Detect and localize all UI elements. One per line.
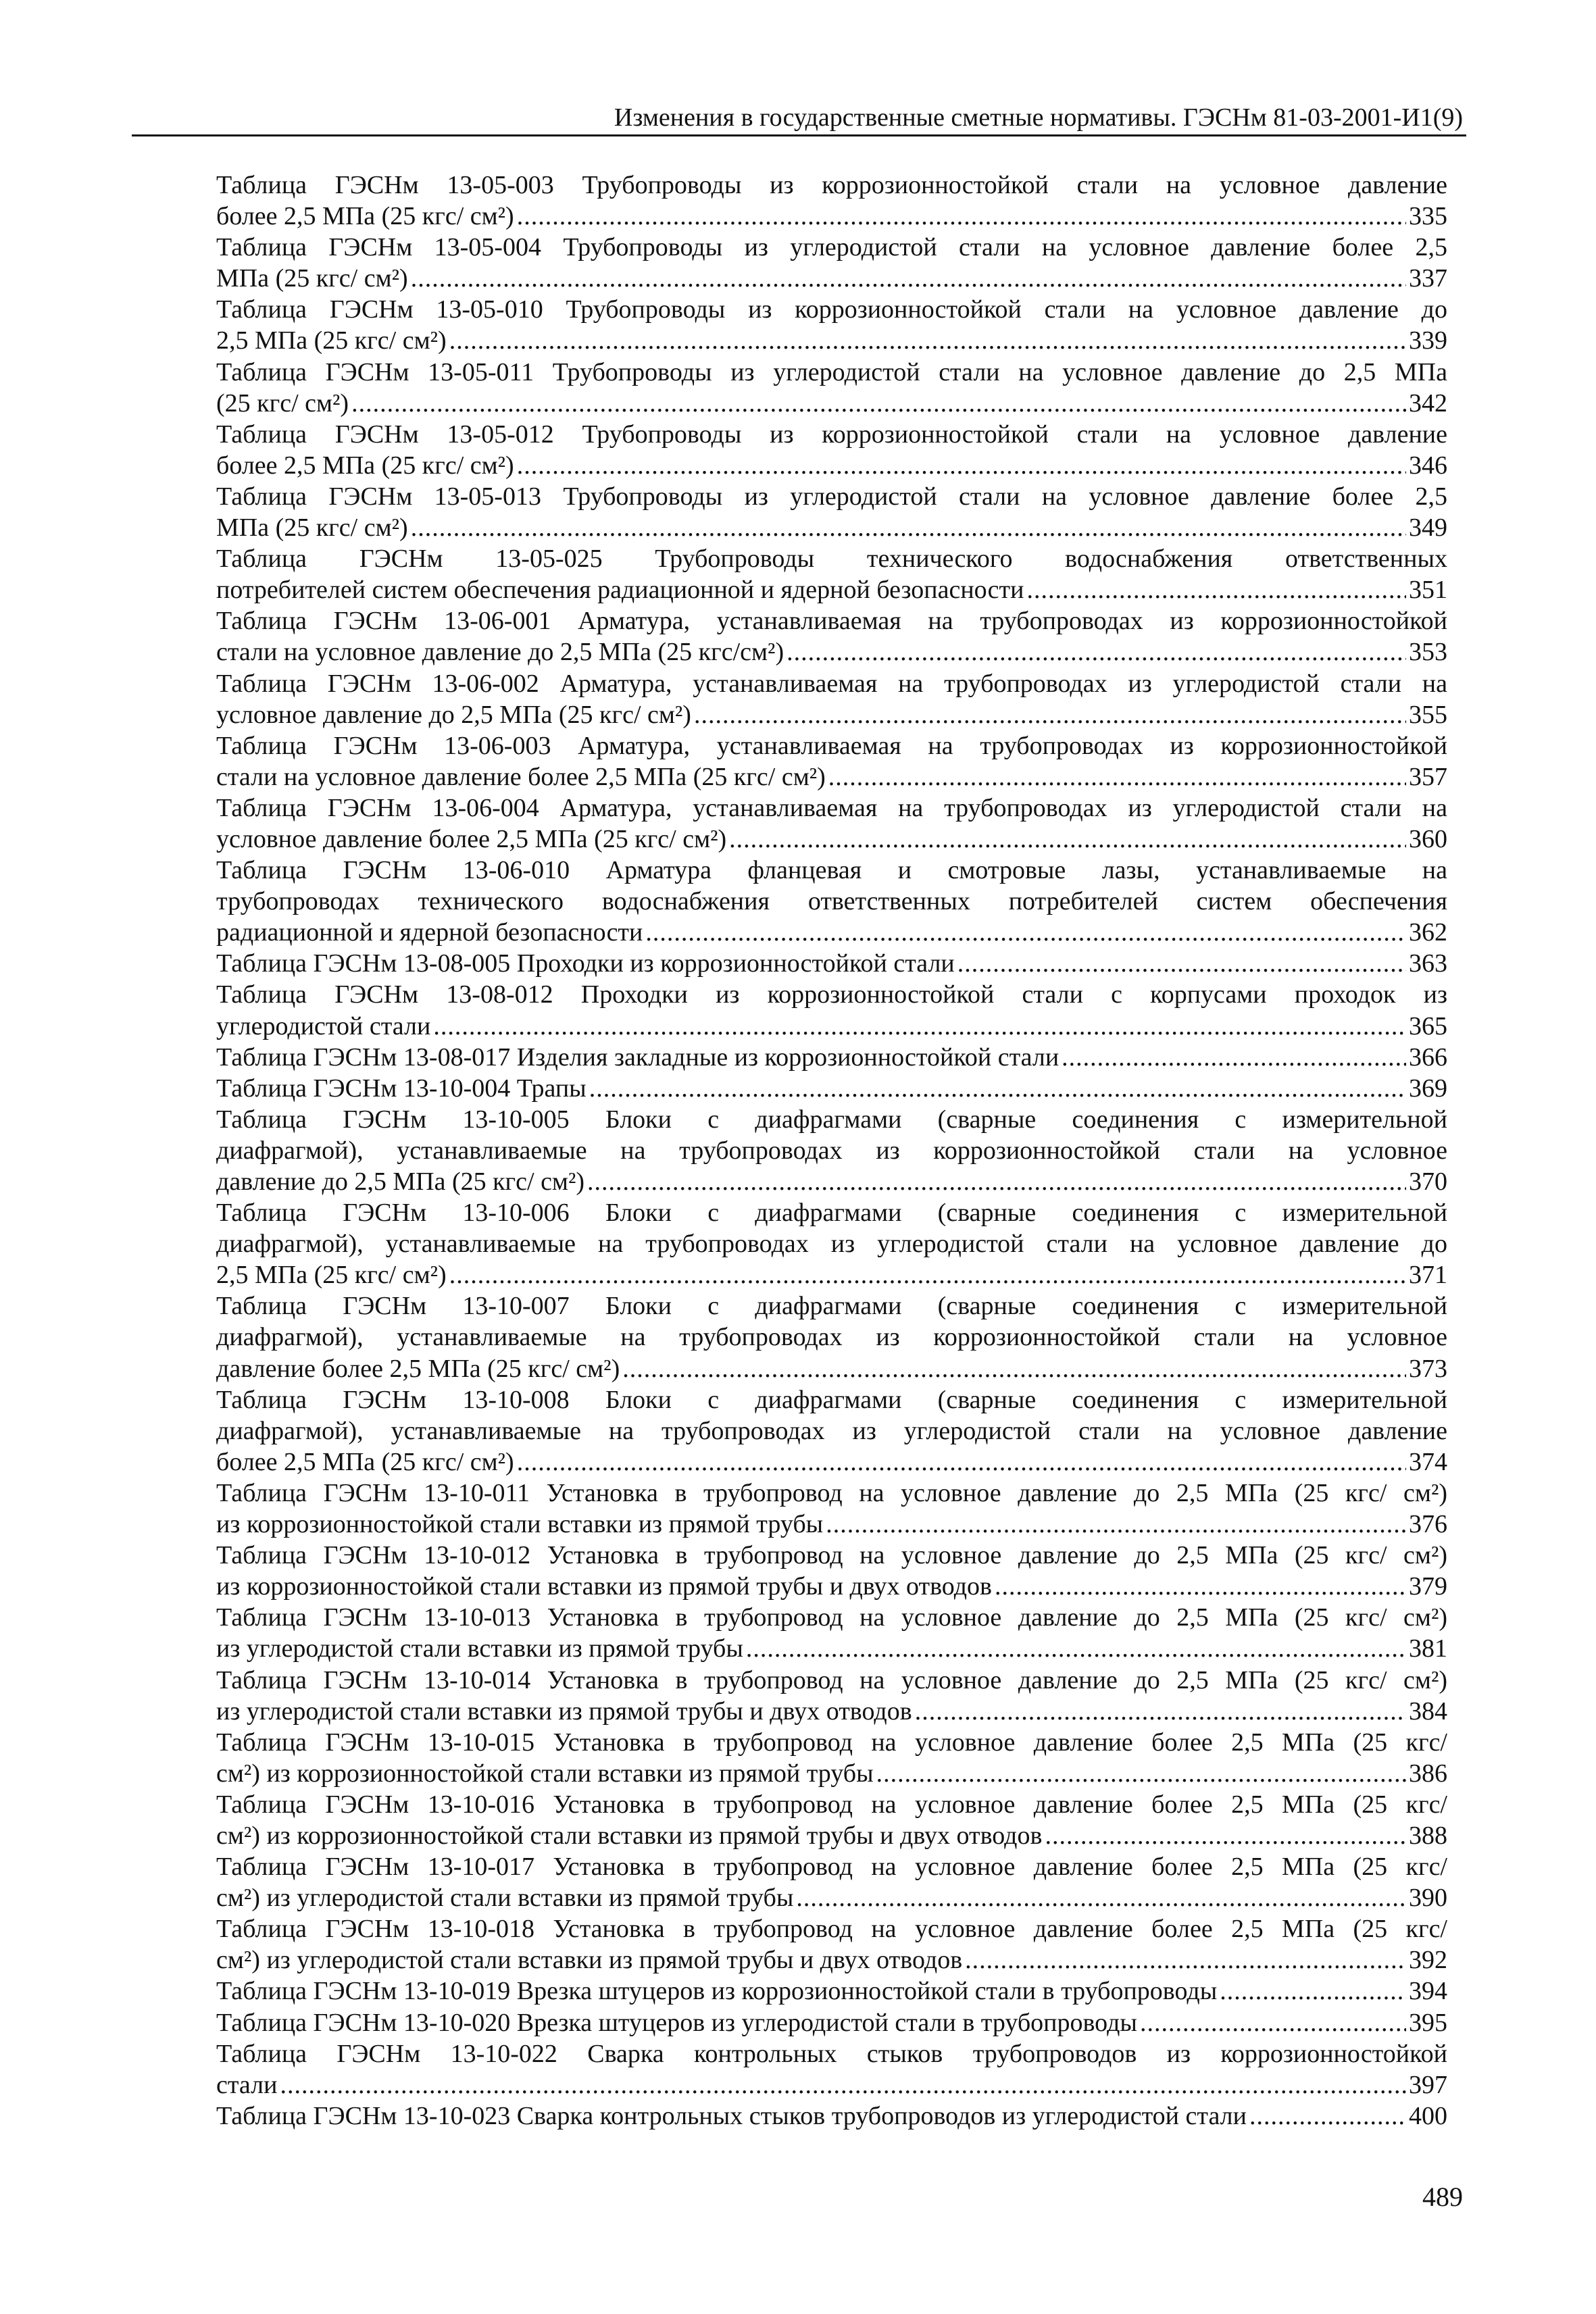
toc-entry-page: 395	[1409, 2008, 1447, 2037]
toc-entry-title-line: Таблица ГЭСНм 13-06-003 Арматура, устанавливаемая на трубопроводах из коррозионностойкой	[216, 731, 1447, 760]
toc-entry-last-line	[216, 388, 1447, 419]
toc-entry-page: 360	[1409, 824, 1447, 853]
toc-entry[interactable]	[216, 1913, 1447, 1976]
toc-entry[interactable]	[216, 294, 1447, 356]
toc-entry-title-line: потребителей систем обеспечения радиационной и ядерной безопасности	[216, 576, 1024, 605]
leader-dots	[280, 2069, 1406, 2101]
leader-dots	[1026, 574, 1406, 605]
toc-entry-title-line: радиационной и ядерной безопасности	[216, 918, 643, 947]
toc-entry-page: 374	[1409, 1447, 1447, 1476]
running-header: Изменения в государственные сметные нормативы. ГЭСНм 81-03-2001-И1(9)	[614, 103, 1463, 132]
toc-entry[interactable]	[216, 2101, 1447, 2132]
toc-entry-page: 349	[1409, 513, 1447, 543]
toc-entry[interactable]	[216, 1851, 1447, 1913]
toc-entry-page: 371	[1409, 1261, 1447, 1290]
toc-entry-page: 394	[1409, 1977, 1447, 2006]
toc-entry-page: 370	[1409, 1167, 1447, 1196]
toc-entry-title-line: из коррозионностойкой стали вставки из прямой трубы	[216, 1510, 824, 1539]
toc-entry-last-line	[216, 1571, 1447, 1602]
leader-dots	[433, 1011, 1406, 1042]
leader-dots	[1249, 2101, 1406, 2132]
toc-entry-title-line: давление более 2,5 МПа (25 кгс/ см²)	[216, 1354, 620, 1383]
toc-entry-title-line: трубопроводах технического водоснабжения ответственных потребителей систем обеспечения	[216, 887, 1447, 916]
toc-entry-title-line: Таблица ГЭСНм 13-05-012 Трубопроводы из коррозионностойкой стали на условное давление	[216, 420, 1447, 449]
toc-entry-page: 351	[1409, 576, 1447, 605]
toc-entry-last-line	[216, 1696, 1447, 1727]
leader-dots	[645, 917, 1406, 948]
toc-entry[interactable]	[216, 1042, 1447, 1073]
toc-entry-page: 390	[1409, 1884, 1447, 1913]
toc-entry-title-line: Таблица ГЭСНм 13-10-007 Блоки с диафрагмами (сварные соединения с измерительной	[216, 1292, 1447, 1321]
leader-dots	[589, 1073, 1406, 1104]
toc-entry[interactable]	[216, 232, 1447, 294]
toc-entry[interactable]	[216, 1665, 1447, 1727]
toc-entry-title-line: см²) из коррозионностойкой стали вставки из прямой трубы	[216, 1759, 874, 1788]
toc-entry-title-line: см²) из углеродистой стали вставки из прямой трубы и двух отводов	[216, 1946, 963, 1975]
toc-entry-title-line: Таблица ГЭСНм 13-10-008 Блоки с диафрагмами (сварные соединения с измерительной	[216, 1385, 1447, 1414]
toc-entry-title-line: стали	[216, 2070, 278, 2099]
toc-entry-title-line: Таблица ГЭСНм 13-10-020 Врезка штуцеров из углеродистой стали в трубопроводы	[216, 2008, 1137, 2037]
toc-entry[interactable]	[216, 1104, 1447, 1197]
toc-entry-last-line	[216, 761, 1447, 793]
toc-entry-last-line	[216, 325, 1447, 356]
toc-entry[interactable]	[216, 357, 1447, 419]
toc-entry-page: 400	[1409, 2101, 1447, 2130]
leader-dots	[787, 636, 1406, 668]
toc-entry-title-line: Таблица ГЭСНм 13-10-011 Установка в трубопровод на условное давление до 2,5 МПа (25 кгс/ см²)	[216, 1478, 1447, 1507]
toc-entry[interactable]	[216, 1540, 1447, 1602]
toc-entry[interactable]	[216, 1197, 1447, 1290]
leader-dots	[1062, 1042, 1406, 1073]
toc-entry-page: 369	[1409, 1074, 1447, 1103]
toc-entry[interactable]	[216, 1789, 1447, 1851]
page-number: 489	[1422, 2182, 1463, 2212]
toc-entry-page: 337	[1409, 264, 1447, 293]
toc-entry[interactable]	[216, 1073, 1447, 1104]
leader-dots	[449, 1259, 1406, 1290]
toc-entry-last-line	[216, 824, 1447, 855]
leader-dots	[517, 1447, 1406, 1478]
leader-dots	[965, 1944, 1406, 1976]
leader-dots	[351, 388, 1406, 419]
toc-entry-last-line	[216, 1259, 1447, 1290]
leader-dots	[1045, 1820, 1406, 1851]
toc-entry-title-line: Таблица ГЭСНм 13-05-003 Трубопроводы из коррозионностойкой стали на условное давление	[216, 171, 1447, 199]
toc-entry-title-line: углеродистой стали	[216, 1011, 431, 1040]
toc-entry-title-line: диафрагмой), устанавливаемые на трубопроводах из углеродистой стали на условное давление	[216, 1416, 1447, 1445]
toc-entry-title-line: Таблица ГЭСНм 13-05-004 Трубопроводы из углеродистой стали на условное давление более 2,5	[216, 233, 1447, 262]
toc-entry-title-line: Таблица ГЭСНм 13-10-012 Установка в трубопровод на условное давление до 2,5 МПа (25 кгс/ см²)	[216, 1541, 1447, 1570]
toc-entry-page: 363	[1409, 949, 1447, 978]
toc-entry-page: 342	[1409, 388, 1447, 418]
leader-dots	[746, 1633, 1406, 1664]
toc-entry-last-line	[216, 2069, 1447, 2101]
toc-entry-title-line: см²) из углеродистой стали вставки из прямой трубы	[216, 1884, 794, 1913]
toc-entry-title-line: диафрагмой), устанавливаемые на трубопроводах из углеродистой стали на условное давление до	[216, 1230, 1447, 1259]
toc-entry-last-line	[216, 1353, 1447, 1384]
toc-entry-page: 362	[1409, 918, 1447, 947]
toc-entry[interactable]	[216, 1727, 1447, 1789]
toc-entry[interactable]	[216, 668, 1447, 730]
toc-entry-title-line: диафрагмой), устанавливаемые на трубопроводах из коррозионностойкой стали на условное	[216, 1323, 1447, 1352]
toc-entry-last-line	[216, 1882, 1447, 1913]
toc-entry-title-line: Таблица ГЭСНм 13-05-010 Трубопроводы из коррозионностойкой стали на условное давление до	[216, 295, 1447, 324]
leader-dots	[1220, 1976, 1406, 2007]
leader-dots	[411, 263, 1406, 294]
toc-entry[interactable]	[216, 1290, 1447, 1384]
toc-entry-title-line: МПа (25 кгс/ см²)	[216, 264, 408, 293]
toc-entry-page: 386	[1409, 1759, 1447, 1788]
toc-entry-page: 392	[1409, 1946, 1447, 1975]
toc-entry-page: 397	[1409, 2070, 1447, 2099]
toc-entry-title-line: Таблица ГЭСНм 13-10-004 Трапы	[216, 1074, 587, 1103]
toc-entry-title-line: из углеродистой стали вставки из прямой трубы и двух отводов	[216, 1696, 912, 1726]
toc-entry-last-line	[216, 1820, 1447, 1851]
toc-entry-last-line	[216, 1944, 1447, 1976]
toc-entry-page: 335	[1409, 202, 1447, 231]
toc-entry-page: 384	[1409, 1696, 1447, 1726]
toc-entry[interactable]	[216, 979, 1447, 1041]
toc-entry-last-line	[216, 450, 1447, 481]
toc-entry-last-line	[216, 1509, 1447, 1540]
toc-entry[interactable]	[216, 1384, 1447, 1478]
toc-entry[interactable]	[216, 1478, 1447, 1540]
toc-entry-last-line	[216, 201, 1447, 232]
toc-entry-title-line: Таблица ГЭСНм 13-08-017 Изделия закладные из коррозионностойкой стали	[216, 1042, 1059, 1072]
toc-entry-title-line: диафрагмой), устанавливаемые на трубопроводах из коррозионностойкой стали на условное	[216, 1136, 1447, 1165]
toc-entry-title-line: МПа (25 кгс/ см²)	[216, 513, 408, 543]
toc-entry-title-line: Таблица ГЭСНм 13-10-016 Установка в трубопровод на условное давление более 2,5 МПа (25 кгс/	[216, 1790, 1447, 1819]
toc-entry-page: 376	[1409, 1510, 1447, 1539]
toc-entry-title-line: см²) из коррозионностойкой стали вставки из прямой трубы и двух отводов	[216, 1821, 1043, 1850]
toc-entry-title-line: Таблица ГЭСНм 13-10-019 Врезка штуцеров из коррозионностойкой стали в трубопроводы	[216, 1977, 1218, 2006]
leader-dots	[449, 325, 1406, 356]
toc-entry-last-line	[216, 2101, 1447, 2132]
leader-dots	[876, 1758, 1406, 1789]
toc-entry-title-line: Таблица ГЭСНм 13-10-017 Установка в трубопровод на условное давление более 2,5 МПа (25 кгс/	[216, 1853, 1447, 1882]
toc-entry-last-line	[216, 1011, 1447, 1042]
toc-entry-title-line: Таблица ГЭСНм 13-10-013 Установка в трубопровод на условное давление до 2,5 МПа (25 кгс/ см²)	[216, 1603, 1447, 1632]
toc-entry-title-line: Таблица ГЭСНм 13-05-025 Трубопроводы технического водоснабжения ответственных	[216, 545, 1447, 574]
toc-entry-title-line: Таблица ГЭСНм 13-06-001 Арматура, устанавливаемая на трубопроводах из коррозионностойкой	[216, 607, 1447, 636]
toc-entry[interactable]	[216, 605, 1447, 668]
toc-entry-title-line: более 2,5 МПа (25 кгс/ см²)	[216, 451, 514, 480]
toc-entry-title-line: Таблица ГЭСНм 13-06-002 Арматура, устанавливаемая на трубопроводах из углеродистой стали на	[216, 669, 1447, 698]
toc-entry-page: 366	[1409, 1042, 1447, 1072]
toc-entry-page: 388	[1409, 1821, 1447, 1850]
toc-entry-title-line: Таблица ГЭСНм 13-06-010 Арматура фланцевая и смотровые лазы, устанавливаемые на	[216, 856, 1447, 885]
toc-entry-title-line: стали на условное давление более 2,5 МПа (25 кгс/ см²)	[216, 762, 826, 791]
toc-entry-last-line	[216, 512, 1447, 543]
leader-dots	[995, 1571, 1406, 1602]
toc-entry-last-line	[216, 948, 1447, 979]
toc-entry-title-line: более 2,5 МПа (25 кгс/ см²)	[216, 202, 514, 231]
toc-entry[interactable]	[216, 419, 1447, 481]
toc-entry-title-line: Таблица ГЭСНм 13-08-012 Проходки из коррозионностойкой стали с корпусами проходок из	[216, 980, 1447, 1009]
leader-dots	[826, 1509, 1406, 1540]
toc-entry-title-line: Таблица ГЭСНм 13-05-013 Трубопроводы из углеродистой стали на условное давление более 2,5	[216, 482, 1447, 511]
toc-entry-title-line: условное давление до 2,5 МПа (25 кгс/ см²)	[216, 700, 691, 729]
toc-entry-page: 381	[1409, 1634, 1447, 1663]
toc-entry-title-line: Таблица ГЭСНм 13-10-023 Сварка контрольных стыков трубопроводов из углеродистой стали	[216, 2101, 1247, 2130]
toc-entry-page: 365	[1409, 1011, 1447, 1040]
toc-entry[interactable]	[216, 2038, 1447, 2101]
toc-entry[interactable]	[216, 170, 1447, 232]
toc-entry-title-line: Таблица ГЭСНм 13-10-022 Сварка контрольных стыков трубопроводов из коррозионностойкой	[216, 2039, 1447, 2068]
toc-entry-title-line: (25 кгс/ см²)	[216, 388, 349, 418]
toc-entry-title-line: Таблица ГЭСНм 13-10-018 Установка в трубопровод на условное давление более 2,5 МПа (25 кгс/	[216, 1915, 1447, 1944]
toc-entry-title-line: 2,5 МПа (25 кгс/ см²)	[216, 326, 447, 355]
toc-entry-title-line: Таблица ГЭСНм 13-10-015 Установка в трубопровод на условное давление более 2,5 МПа (25 кгс/	[216, 1728, 1447, 1757]
toc-entry-page: 373	[1409, 1354, 1447, 1383]
toc-entry-last-line	[216, 1447, 1447, 1478]
leader-dots	[796, 1882, 1406, 1913]
leader-dots	[517, 201, 1406, 232]
toc-entry-last-line	[216, 1976, 1447, 2007]
toc-entry-page: 379	[1409, 1572, 1447, 1601]
toc-entry-title-line: условное давление более 2,5 МПа (25 кгс/ см²)	[216, 824, 727, 853]
toc-entry-title-line: из углеродистой стали вставки из прямой трубы	[216, 1634, 743, 1663]
leader-dots	[828, 761, 1406, 793]
toc-entry[interactable]	[216, 793, 1447, 855]
toc-entry-title-line: стали на условное давление до 2,5 МПа (25 кгс/см²)	[216, 638, 784, 667]
toc-entry-title-line: 2,5 МПа (25 кгс/ см²)	[216, 1261, 447, 1290]
toc-entry-last-line	[216, 2007, 1447, 2038]
toc-entry-title-line: из коррозионностойкой стали вставки из прямой трубы и двух отводов	[216, 1572, 992, 1601]
toc-entry[interactable]	[216, 2007, 1447, 2038]
toc-entry[interactable]	[216, 1976, 1447, 2007]
leader-dots	[411, 512, 1406, 543]
leader-dots	[694, 699, 1406, 730]
toc-entry-page: 357	[1409, 762, 1447, 791]
toc-entry-last-line	[216, 574, 1447, 605]
toc-entry-title-line: Таблица ГЭСНм 13-10-006 Блоки с диафрагмами (сварные соединения с измерительной	[216, 1199, 1447, 1228]
toc-entry-title-line: Таблица ГЭСНм 13-08-005 Проходки из коррозионностойкой стали	[216, 949, 955, 978]
toc-entry-last-line	[216, 636, 1447, 668]
toc-entry-last-line	[216, 1073, 1447, 1104]
toc-entry[interactable]	[216, 1602, 1447, 1664]
toc-entry-title-line: Таблица ГЭСНм 13-10-014 Установка в трубопровод на условное давление до 2,5 МПа (25 кгс/ см²)	[216, 1665, 1447, 1694]
toc-entry-page: 346	[1409, 451, 1447, 480]
header-rule	[132, 134, 1466, 136]
toc-entry[interactable]	[216, 481, 1447, 543]
table-of-contents	[216, 170, 1447, 2132]
toc-entry-title-line: более 2,5 МПа (25 кгс/ см²)	[216, 1447, 514, 1476]
leader-dots	[517, 450, 1406, 481]
toc-entry[interactable]	[216, 855, 1447, 948]
toc-entry-last-line	[216, 1633, 1447, 1664]
toc-entry-title-line: давление до 2,5 МПа (25 кгс/ см²)	[216, 1167, 585, 1196]
toc-entry[interactable]	[216, 948, 1447, 979]
leader-dots	[957, 948, 1406, 979]
toc-entry-last-line	[216, 699, 1447, 730]
toc-entry-title-line: Таблица ГЭСНм 13-06-004 Арматура, устанавливаемая на трубопроводах из углеродистой стали на	[216, 793, 1447, 822]
toc-entry[interactable]	[216, 730, 1447, 793]
toc-entry-last-line	[216, 917, 1447, 948]
leader-dots	[915, 1696, 1406, 1727]
toc-entry-title-line: Таблица ГЭСНм 13-10-005 Блоки с диафрагмами (сварные соединения с измерительной	[216, 1105, 1447, 1134]
leader-dots	[729, 824, 1406, 855]
toc-entry-last-line	[216, 263, 1447, 294]
toc-entry[interactable]	[216, 543, 1447, 605]
leader-dots	[587, 1166, 1406, 1197]
leader-dots	[622, 1353, 1406, 1384]
leader-dots	[1140, 2007, 1406, 2038]
toc-entry-title-line: Таблица ГЭСНм 13-05-011 Трубопроводы из углеродистой стали на условное давление до 2,5 МПа	[216, 357, 1447, 386]
toc-entry-page: 355	[1409, 700, 1447, 729]
toc-entry-last-line	[216, 1758, 1447, 1789]
toc-entry-last-line	[216, 1166, 1447, 1197]
toc-entry-page: 353	[1409, 638, 1447, 667]
toc-entry-last-line	[216, 1042, 1447, 1073]
toc-entry-page: 339	[1409, 326, 1447, 355]
